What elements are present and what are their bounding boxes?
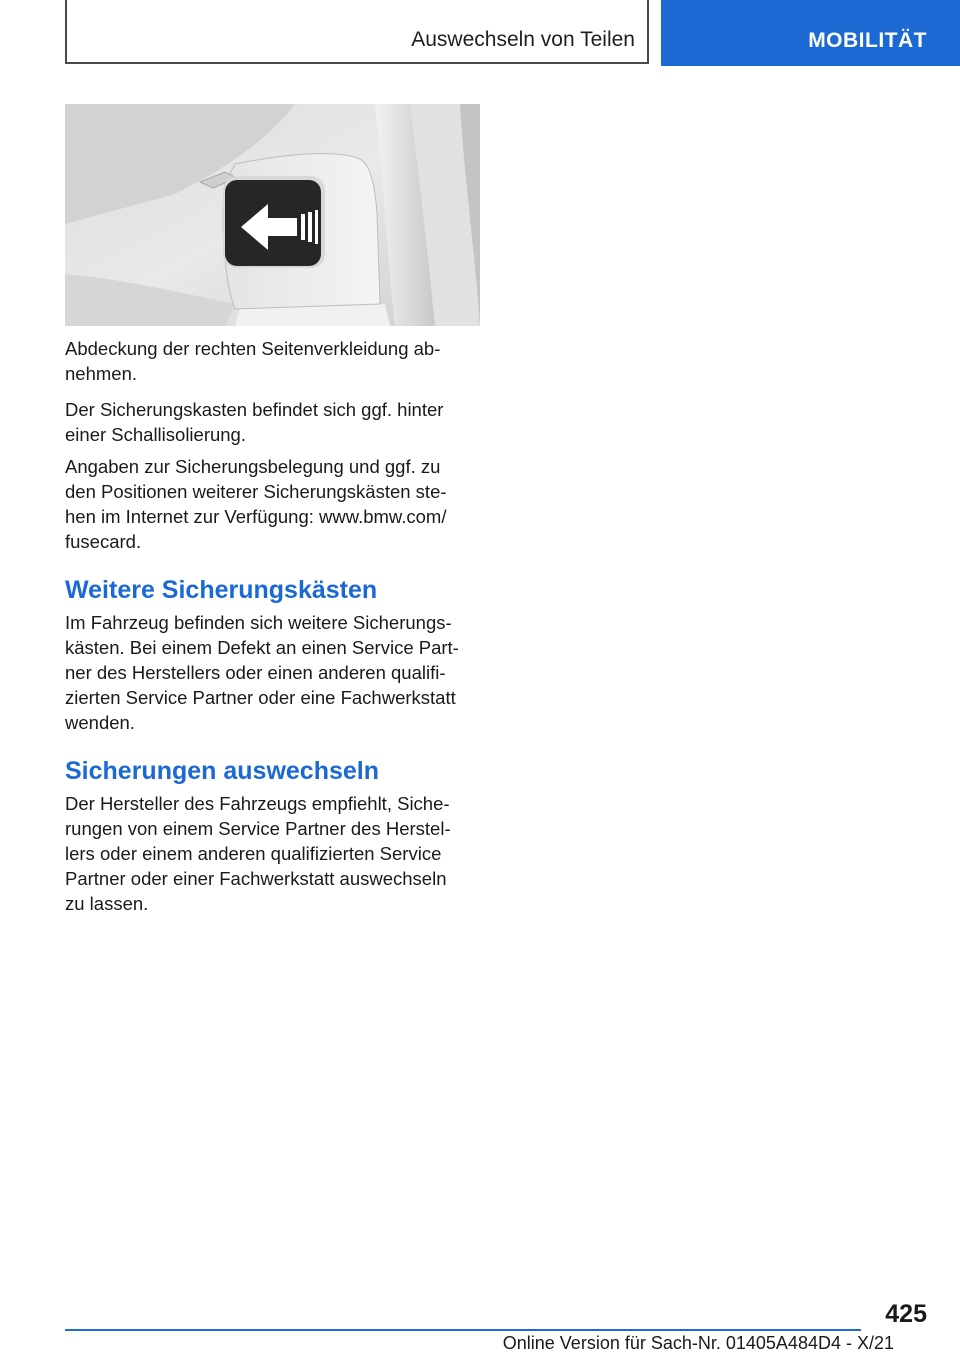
trim-panel-drawing bbox=[65, 104, 480, 326]
paragraph-fuse-assignment-info: Angaben zur Sicherungsbelegung und ggf. zu den Positionen weiterer Sicherungskästen ste- hen im Internet zur Verfügung: www.bmw.com/ fusecard. bbox=[65, 456, 447, 552]
chapter-tab[interactable] bbox=[661, 0, 960, 66]
header-section-title: Auswechseln von Teilen bbox=[411, 28, 635, 51]
heading-additional-fuse-boxes: Weitere Sicherungskästen bbox=[65, 576, 378, 604]
footer-divider bbox=[65, 1329, 861, 1331]
paragraph-replace-fuses: Der Hersteller des Fahrzeugs empfiehlt, Siche- rungen von einem Service Partner des Herstel- lers oder einem anderen qualifizierten Service Partner oder einer Fachwerkstatt auswechseln zu lassen. bbox=[65, 793, 451, 914]
header-section-box bbox=[65, 0, 649, 64]
paragraph-fuse-box-location: Der Sicherungskasten befindet sich ggf. hinter einer Schallisolierung. bbox=[65, 399, 444, 445]
paragraph-additional-fuse-boxes: Im Fahrzeug befinden sich weitere Sicherungs- kästen. Bei einem Defekt an einen Service Part- ner des Herstellers oder einen anderen qualifi- zierten Service Partner oder eine Fachwerkstatt wenden. bbox=[65, 612, 459, 733]
main-content bbox=[65, 336, 475, 927]
heading-replace-fuses: Sicherungen auswechseln bbox=[65, 757, 379, 785]
chapter-tab-label: MOBILITÄT bbox=[808, 29, 927, 52]
footer-online-version: Online Version für Sach-Nr. 01405A484D4 - X/21 bbox=[502, 1333, 894, 1353]
paragraph-remove-trim: Abdeckung der rechten Seitenverkleidung ab- nehmen. bbox=[65, 338, 441, 384]
page-number: 425 bbox=[885, 1300, 927, 1328]
trim-panel-illustration bbox=[65, 104, 480, 326]
